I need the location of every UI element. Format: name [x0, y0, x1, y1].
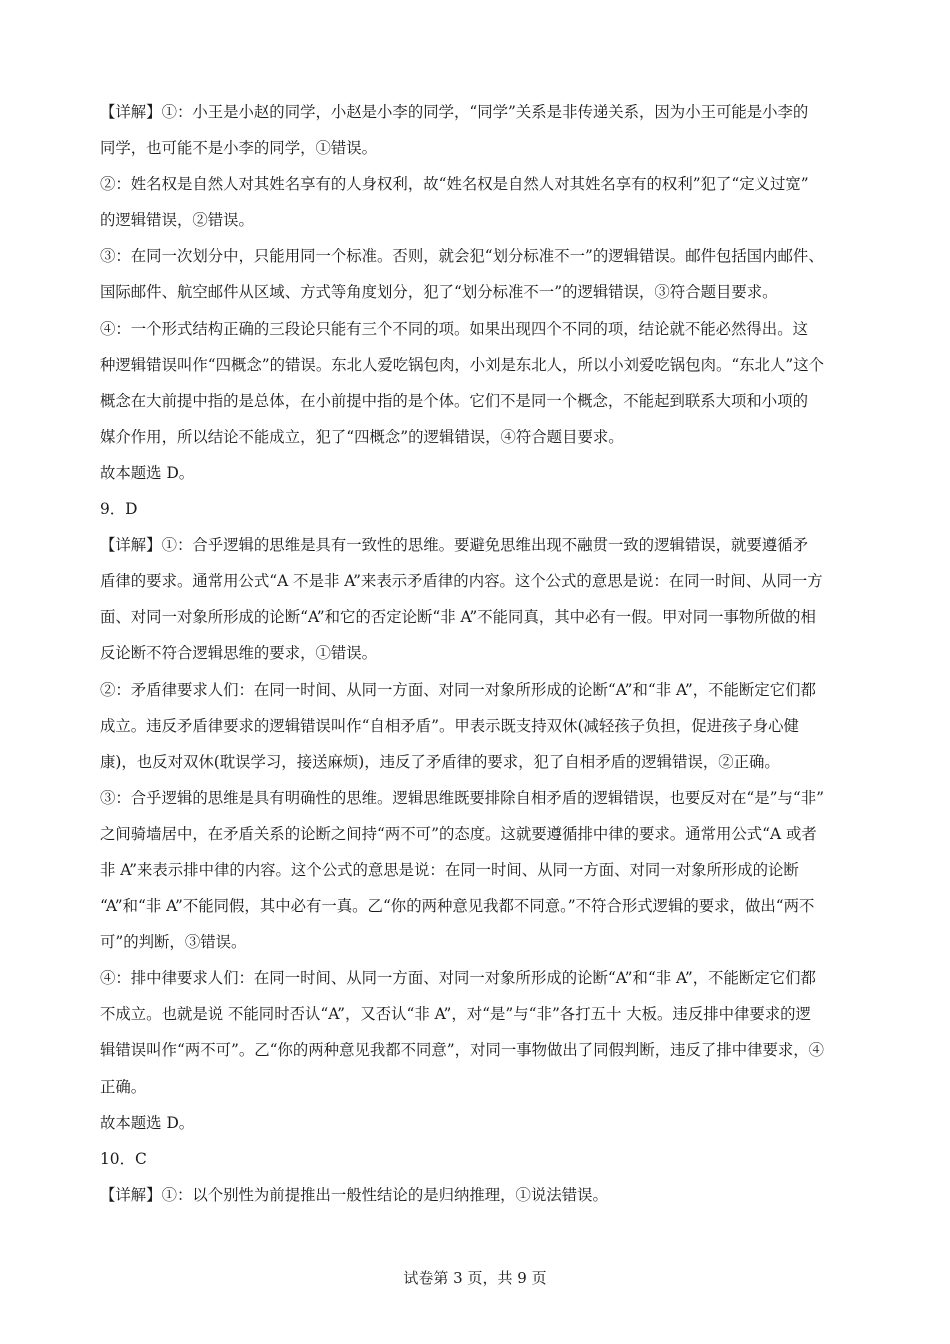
- page-footer: 试卷第 3 页，共 9 页: [403, 1269, 547, 1287]
- text-line: 故本题选 D。: [100, 463, 195, 482]
- text-line: 不成立。也就是说 不能同时否认“A”，又否认“非 A”，对“是”与“非”各打五十 大板。违反排中律要求的逻: [100, 1005, 811, 1024]
- text-line: 正确。: [100, 1077, 147, 1096]
- text-line: 面、对同一对象所形成的论断“A”和它的否定论断“非 A”不能同真，其中必有一假。甲对同一事物所做的相: [100, 608, 816, 627]
- text-line: 辑错误叫作“两不可”。乙“你的两种意见我都不同意”，对同一事物做出了同假判断，违反了排中律要求，④: [100, 1041, 825, 1060]
- text-line: 国际邮件、航空邮件从区域、方式等角度划分，犯了“划分标准不一”的逻辑错误，③符合题目要求。: [100, 283, 778, 302]
- text-line: 【详解】①：以个别性为前提推出一般性结论的是归纳推理，①说法错误。: [100, 1185, 608, 1204]
- text-line: 概念在大前提中指的是总体，在小前提中指的是个体。它们不是同一个概念，不能起到联系大项和小项的: [100, 391, 808, 410]
- text-line: 种逻辑错误叫作“四概念”的错误。东北人爱吃锅包肉，小刘是东北人，所以小刘爱吃锅包肉。“东北人”这个: [100, 355, 825, 374]
- text-line: ③：在同一次划分中，只能用同一个标准。否则，就会犯“划分标准不一”的逻辑错误。邮件包括国内邮件、: [100, 247, 824, 266]
- text-line: 反论断不符合逻辑思维的要求，①错误。: [100, 644, 378, 663]
- text-line: 媒介作用，所以结论不能成立，犯了“四概念”的逻辑错误，④符合题目要求。: [100, 427, 624, 446]
- text-line: ②：矛盾律要求人们：在同一时间、从同一方面、对同一对象所形成的论断“A”和“非 A”，不能断定它们都: [100, 680, 816, 699]
- text-line: 非 A”来表示排中律的内容。这个公式的意思是说：在同一时间、从同一方面、对同一对象所形成的论断: [100, 860, 799, 879]
- text-line: 之间骑墙居中，在矛盾关系的论断之间持“两不可”的态度。这就要遵循排中律的要求。通常用公式“A 或者: [100, 824, 817, 843]
- text-line: 同学，也可能不是小李的同学，①错误。: [100, 139, 378, 158]
- text-line: 的逻辑错误，②错误。: [100, 211, 254, 230]
- text-line: ④：排中律要求人们：在同一时间、从同一方面、对同一对象所形成的论断“A”和“非 A”，不能断定它们都: [100, 969, 816, 988]
- text-line: 10．C: [100, 1149, 147, 1168]
- text-line: 成立。违反矛盾律要求的逻辑错误叫作“自相矛盾”。甲表示既支持双休(减轻孩子负担，促进孩子身心健: [100, 716, 799, 735]
- text-line: 【详解】①：小王是小赵的同学，小赵是小李的同学，“同学”关系是非传递关系，因为小王可能是小李的: [100, 103, 809, 121]
- text-line: ④：一个形式结构正确的三段论只能有三个不同的项。如果出现四个不同的项，结论就不能必然得出。这: [100, 319, 808, 338]
- text-line: 故本题选 D。: [100, 1113, 195, 1132]
- text-line: ②：姓名权是自然人对其姓名享有的人身权利，故“姓名权是自然人对其姓名享有的权利”犯了“定义过宽”: [100, 175, 809, 194]
- text-line: ③：合乎逻辑的思维是具有明确性的思维。逻辑思维既要排除自相矛盾的逻辑错误，也要反对在“是”与“非”: [100, 788, 825, 807]
- text-line: 盾律的要求。通常用公式“A 不是非 A”来表示矛盾律的内容。这个公式的意思是说：在同一时间、从同一方: [100, 572, 823, 591]
- text-line: 可”的判断，③错误。: [100, 933, 247, 952]
- text-line: 9．D: [100, 500, 138, 519]
- text-line: 【详解】①：合乎逻辑的思维是具有一致性的思维。要避免思维出现不融贯一致的逻辑错误，就要遵循矛: [100, 536, 808, 555]
- answer-explanations: [100, 94, 852, 1213]
- text-line: 康)，也反对双休(耽误学习，接送麻烦)，违反了矛盾律的要求，犯了自相矛盾的逻辑错误，②正确。: [100, 752, 780, 771]
- text-line: “A”和“非 A”不能同假，其中必有一真。乙“你的两种意见我都不同意。”不符合形式逻辑的要求，做出“两不: [100, 897, 815, 916]
